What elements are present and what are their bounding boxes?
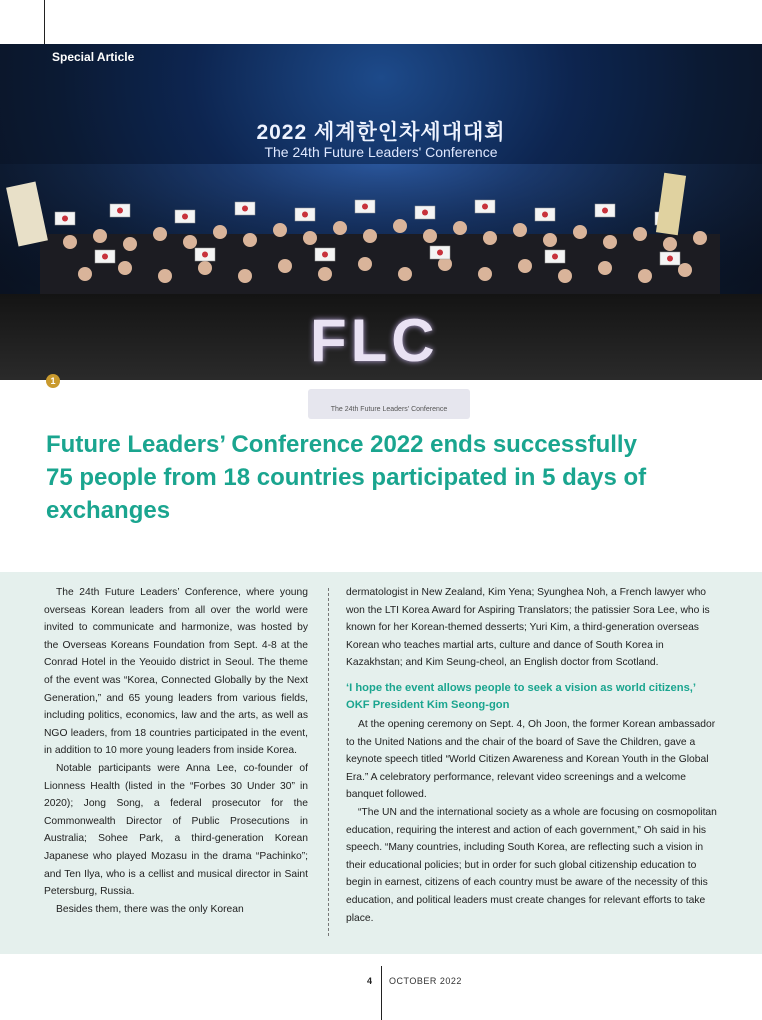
- paragraph: dermatologist in New Zealand, Kim Yena; Syunghea Noh, a French lawyer who won the LTI Korea Award for Aspiring Translators; the patissier Sora Lee, who is known for her Korean-themed desserts; Yuri Kim, a third-generation overseas Korean who teaches martial arts, culture and dance of South Korea in Kazakhstan; and Kim Seung-cheol, an English doctor from Scotland.: [346, 587, 710, 669]
- paragraph: “The UN and the international society as a whole are focusing on cosmopolitan education, requiring the interest and action of each government,” Oh said in his speech. “Many countries, including South Korea, are reflecting such a vision in their educational policies; but in order for such global citizenship education to begin in earnest, citizens of each country must be aware of the necessity of this education, and political leaders must create changes for relevant efforts to take place.: [346, 806, 717, 924]
- paragraph: Besides them, there was the only Korean: [56, 903, 244, 915]
- headline-line-2: 75 people from 18 countries participated in 5 days of: [46, 464, 647, 491]
- article-headline: [46, 428, 726, 527]
- photo-title-korean: 2022 세계한인차세대대회: [256, 121, 506, 144]
- section-label: Special Article: [52, 50, 135, 64]
- article-column-left: [44, 584, 308, 918]
- article-column-right: [346, 584, 718, 927]
- issue-date: OCTOBER 2022: [389, 976, 462, 986]
- paragraph: The 24th Future Leaders’ Conference, where young overseas Korean leaders from all over the world were invited to communicate and harmonize, was hosted by the Overseas Koreans Foundation from Sept. 4-8 at the Conrad Hotel in the Yeouido district in Seoul. The theme of the event was “Korea, Connected Globally by the Next Generation,” and 65 young leaders from various fields, including politics, economics, law and the arts, as well as NGO leaders, from 18 countries participated in the event, in addition to 10 more young leaders from inside Korea.: [44, 587, 308, 757]
- footer-rule: [381, 966, 382, 1020]
- paragraph: Notable participants were Anna Lee, co-founder of Lionness Health (listed in the “Forbes 30 Under 30” in 2020); Jong Song, a federal prosecutor for the Commonwealth Director of Public Prosecutions in Australia; Sohee Park, a third-generation Korean Japanese who played Mozasu in the drama “Pachinko”; and Ten Ilya, who is a cellist and musical director in Saint Petersburg, Russia.: [44, 762, 308, 898]
- headline-line-1: Future Leaders’ Conference 2022 ends successfully: [46, 431, 637, 458]
- paragraph: At the opening ceremony on Sept. 4, Oh Joon, the former Korean ambassador to the United Nations and the chair of the board of Save the Children, gave a keynote speech titled “World Citizen Awareness and Korean Youth in the Global Era.” A celebratory performance, relevant video screenings and a welcome banquet followed.: [346, 718, 716, 801]
- flc-sign-base: [308, 389, 470, 419]
- column-divider: [328, 588, 329, 936]
- subhead-line-1: ‘I hope the event allows people to seek a vision as world citizens,’: [346, 681, 697, 694]
- photo-title-english: The 24th Future Leaders' Conference: [264, 144, 498, 160]
- flc-sign-caption: The 24th Future Leaders' Conference: [330, 406, 448, 413]
- conference-photo: [0, 44, 762, 413]
- flc-sign: FLC: [310, 307, 439, 374]
- subhead-line-2: OKF President Kim Seong-gon: [346, 698, 510, 711]
- headline-line-3: exchanges: [46, 497, 171, 524]
- photo-number-badge: 1: [46, 374, 60, 388]
- article-subhead: [346, 680, 718, 714]
- page-number: 4: [366, 976, 372, 986]
